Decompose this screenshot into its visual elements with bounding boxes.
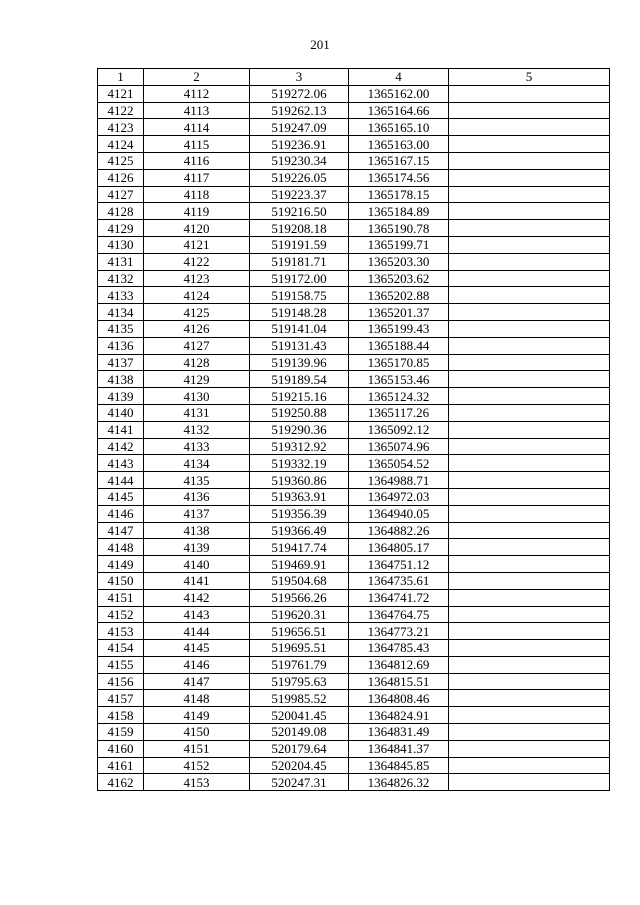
x-coordinate-cell: 519247.09 [250, 119, 349, 136]
x-coordinate-cell: 519139.96 [250, 354, 349, 371]
y-coordinate-cell: 1364988.71 [349, 472, 449, 489]
y-coordinate-cell: 1364882.26 [349, 522, 449, 539]
table-row [98, 656, 610, 673]
table-row [98, 270, 610, 287]
table-row [98, 774, 610, 791]
note-cell [449, 337, 610, 354]
source-number-cell: 4129 [144, 371, 250, 388]
point-number-cell: 4148 [98, 539, 144, 556]
table-row [98, 337, 610, 354]
point-number-cell: 4158 [98, 707, 144, 724]
source-number-cell: 4142 [144, 589, 250, 606]
x-coordinate-cell: 519366.49 [250, 522, 349, 539]
note-cell [449, 404, 610, 421]
point-number-cell: 4129 [98, 220, 144, 237]
y-coordinate-cell: 1364773.21 [349, 623, 449, 640]
note-cell [449, 438, 610, 455]
page-number: 201 [310, 37, 330, 52]
source-number-cell: 4137 [144, 505, 250, 522]
point-number-cell: 4122 [98, 102, 144, 119]
source-number-cell: 4146 [144, 656, 250, 673]
note-cell [449, 152, 610, 169]
note-cell [449, 522, 610, 539]
y-coordinate-cell: 1365167.15 [349, 152, 449, 169]
table-row [98, 690, 610, 707]
note-cell [449, 253, 610, 270]
x-coordinate-cell: 519656.51 [250, 623, 349, 640]
table-row [98, 186, 610, 203]
note-cell [449, 270, 610, 287]
x-coordinate-cell: 519226.05 [250, 169, 349, 186]
table-row [98, 572, 610, 589]
table-row [98, 623, 610, 640]
y-coordinate-cell: 1365170.85 [349, 354, 449, 371]
table-row [98, 438, 610, 455]
y-coordinate-cell: 1365092.12 [349, 421, 449, 438]
header-cell-5: 5 [449, 69, 610, 86]
source-number-cell: 4145 [144, 640, 250, 657]
source-number-cell: 4130 [144, 388, 250, 405]
source-number-cell: 4141 [144, 572, 250, 589]
x-coordinate-cell: 519332.19 [250, 455, 349, 472]
coordinates-table [97, 68, 610, 791]
x-coordinate-cell: 519695.51 [250, 640, 349, 657]
note-cell [449, 304, 610, 321]
source-number-cell: 4148 [144, 690, 250, 707]
point-number-cell: 4140 [98, 404, 144, 421]
x-coordinate-cell: 519761.79 [250, 656, 349, 673]
y-coordinate-cell: 1365203.30 [349, 253, 449, 270]
x-coordinate-cell: 520179.64 [250, 740, 349, 757]
y-coordinate-cell: 1365199.43 [349, 320, 449, 337]
table-row [98, 589, 610, 606]
x-coordinate-cell: 520149.08 [250, 724, 349, 741]
x-coordinate-cell: 520204.45 [250, 757, 349, 774]
point-number-cell: 4144 [98, 472, 144, 489]
y-coordinate-cell: 1364815.51 [349, 673, 449, 690]
source-number-cell: 4139 [144, 539, 250, 556]
note-cell [449, 119, 610, 136]
point-number-cell: 4121 [98, 85, 144, 102]
x-coordinate-cell: 519312.92 [250, 438, 349, 455]
table-row [98, 640, 610, 657]
x-coordinate-cell: 519417.74 [250, 539, 349, 556]
y-coordinate-cell: 1364972.03 [349, 488, 449, 505]
y-coordinate-cell: 1364812.69 [349, 656, 449, 673]
y-coordinate-cell: 1364824.91 [349, 707, 449, 724]
point-number-cell: 4156 [98, 673, 144, 690]
x-coordinate-cell: 519223.37 [250, 186, 349, 203]
table-row [98, 673, 610, 690]
point-number-cell: 4142 [98, 438, 144, 455]
note-cell [449, 640, 610, 657]
table-row [98, 505, 610, 522]
note-cell [449, 623, 610, 640]
x-coordinate-cell: 519236.91 [250, 136, 349, 153]
y-coordinate-cell: 1365178.15 [349, 186, 449, 203]
source-number-cell: 4131 [144, 404, 250, 421]
point-number-cell: 4133 [98, 287, 144, 304]
y-coordinate-cell: 1365054.52 [349, 455, 449, 472]
point-number-cell: 4143 [98, 455, 144, 472]
x-coordinate-cell: 519172.00 [250, 270, 349, 287]
source-number-cell: 4115 [144, 136, 250, 153]
table-row [98, 556, 610, 573]
note-cell [449, 169, 610, 186]
y-coordinate-cell: 1365188.44 [349, 337, 449, 354]
source-number-cell: 4144 [144, 623, 250, 640]
note-cell [449, 572, 610, 589]
note-cell [449, 539, 610, 556]
y-coordinate-cell: 1365199.71 [349, 236, 449, 253]
y-coordinate-cell: 1365165.10 [349, 119, 449, 136]
table-row [98, 304, 610, 321]
y-coordinate-cell: 1365153.46 [349, 371, 449, 388]
source-number-cell: 4125 [144, 304, 250, 321]
point-number-cell: 4145 [98, 488, 144, 505]
y-coordinate-cell: 1364785.43 [349, 640, 449, 657]
source-number-cell: 4113 [144, 102, 250, 119]
x-coordinate-cell: 519250.88 [250, 404, 349, 421]
x-coordinate-cell: 519504.68 [250, 572, 349, 589]
note-cell [449, 236, 610, 253]
table-row [98, 220, 610, 237]
y-coordinate-cell: 1365203.62 [349, 270, 449, 287]
y-coordinate-cell: 1365124.32 [349, 388, 449, 405]
source-number-cell: 4152 [144, 757, 250, 774]
header-cell-4: 4 [349, 69, 449, 86]
source-number-cell: 4121 [144, 236, 250, 253]
table-row [98, 287, 610, 304]
source-number-cell: 4151 [144, 740, 250, 757]
point-number-cell: 4149 [98, 556, 144, 573]
source-number-cell: 4153 [144, 774, 250, 791]
x-coordinate-cell: 519360.86 [250, 472, 349, 489]
point-number-cell: 4151 [98, 589, 144, 606]
table-row [98, 320, 610, 337]
x-coordinate-cell: 519208.18 [250, 220, 349, 237]
x-coordinate-cell: 519795.63 [250, 673, 349, 690]
x-coordinate-cell: 519262.13 [250, 102, 349, 119]
note-cell [449, 656, 610, 673]
point-number-cell: 4138 [98, 371, 144, 388]
note-cell [449, 606, 610, 623]
x-coordinate-cell: 519356.39 [250, 505, 349, 522]
table-row [98, 421, 610, 438]
point-number-cell: 4123 [98, 119, 144, 136]
header-cell-3: 3 [250, 69, 349, 86]
point-number-cell: 4155 [98, 656, 144, 673]
source-number-cell: 4149 [144, 707, 250, 724]
y-coordinate-cell: 1364826.32 [349, 774, 449, 791]
point-number-cell: 4161 [98, 757, 144, 774]
source-number-cell: 4122 [144, 253, 250, 270]
source-number-cell: 4147 [144, 673, 250, 690]
note-cell [449, 388, 610, 405]
y-coordinate-cell: 1364764.75 [349, 606, 449, 623]
note-cell [449, 287, 610, 304]
x-coordinate-cell: 519181.71 [250, 253, 349, 270]
point-number-cell: 4131 [98, 253, 144, 270]
point-number-cell: 4136 [98, 337, 144, 354]
table-row [98, 136, 610, 153]
source-number-cell: 4116 [144, 152, 250, 169]
table-row [98, 539, 610, 556]
y-coordinate-cell: 1364841.37 [349, 740, 449, 757]
point-number-cell: 4139 [98, 388, 144, 405]
point-number-cell: 4124 [98, 136, 144, 153]
table-row [98, 102, 610, 119]
point-number-cell: 4135 [98, 320, 144, 337]
source-number-cell: 4112 [144, 85, 250, 102]
x-coordinate-cell: 519985.52 [250, 690, 349, 707]
x-coordinate-cell: 519290.36 [250, 421, 349, 438]
y-coordinate-cell: 1365164.66 [349, 102, 449, 119]
note-cell [449, 85, 610, 102]
table-row [98, 455, 610, 472]
x-coordinate-cell: 519230.34 [250, 152, 349, 169]
source-number-cell: 4120 [144, 220, 250, 237]
x-coordinate-cell: 519272.06 [250, 85, 349, 102]
source-number-cell: 4127 [144, 337, 250, 354]
y-coordinate-cell: 1365184.89 [349, 203, 449, 220]
note-cell [449, 690, 610, 707]
point-number-cell: 4147 [98, 522, 144, 539]
table-row [98, 522, 610, 539]
source-number-cell: 4138 [144, 522, 250, 539]
table-row [98, 119, 610, 136]
note-cell [449, 371, 610, 388]
x-coordinate-cell: 519216.50 [250, 203, 349, 220]
x-coordinate-cell: 519363.91 [250, 488, 349, 505]
source-number-cell: 4119 [144, 203, 250, 220]
point-number-cell: 4141 [98, 421, 144, 438]
table-row [98, 371, 610, 388]
table-header-row [98, 69, 610, 86]
y-coordinate-cell: 1364808.46 [349, 690, 449, 707]
x-coordinate-cell: 519566.26 [250, 589, 349, 606]
source-number-cell: 4136 [144, 488, 250, 505]
point-number-cell: 4127 [98, 186, 144, 203]
y-coordinate-cell: 1365201.37 [349, 304, 449, 321]
point-number-cell: 4152 [98, 606, 144, 623]
source-number-cell: 4150 [144, 724, 250, 741]
point-number-cell: 4130 [98, 236, 144, 253]
source-number-cell: 4134 [144, 455, 250, 472]
x-coordinate-cell: 520247.31 [250, 774, 349, 791]
y-coordinate-cell: 1365117.26 [349, 404, 449, 421]
note-cell [449, 589, 610, 606]
point-number-cell: 4154 [98, 640, 144, 657]
note-cell [449, 354, 610, 371]
note-cell [449, 673, 610, 690]
source-number-cell: 4135 [144, 472, 250, 489]
source-number-cell: 4133 [144, 438, 250, 455]
point-number-cell: 4125 [98, 152, 144, 169]
source-number-cell: 4126 [144, 320, 250, 337]
table-row [98, 85, 610, 102]
source-number-cell: 4140 [144, 556, 250, 573]
point-number-cell: 4159 [98, 724, 144, 741]
point-number-cell: 4146 [98, 505, 144, 522]
y-coordinate-cell: 1365074.96 [349, 438, 449, 455]
table-row [98, 724, 610, 741]
x-coordinate-cell: 519141.04 [250, 320, 349, 337]
table-row [98, 472, 610, 489]
source-number-cell: 4123 [144, 270, 250, 287]
y-coordinate-cell: 1364831.49 [349, 724, 449, 741]
table-body [98, 69, 610, 791]
table-row [98, 740, 610, 757]
table-row [98, 606, 610, 623]
note-cell [449, 774, 610, 791]
y-coordinate-cell: 1365162.00 [349, 85, 449, 102]
y-coordinate-cell: 1365190.78 [349, 220, 449, 237]
source-number-cell: 4143 [144, 606, 250, 623]
note-cell [449, 102, 610, 119]
note-cell [449, 757, 610, 774]
y-coordinate-cell: 1364741.72 [349, 589, 449, 606]
note-cell [449, 136, 610, 153]
note-cell [449, 740, 610, 757]
header-cell-1: 1 [98, 69, 144, 86]
table-row [98, 203, 610, 220]
point-number-cell: 4157 [98, 690, 144, 707]
x-coordinate-cell: 519158.75 [250, 287, 349, 304]
note-cell [449, 488, 610, 505]
x-coordinate-cell: 519191.59 [250, 236, 349, 253]
table-row [98, 388, 610, 405]
point-number-cell: 4150 [98, 572, 144, 589]
y-coordinate-cell: 1365202.88 [349, 287, 449, 304]
header-cell-2: 2 [144, 69, 250, 86]
point-number-cell: 4153 [98, 623, 144, 640]
point-number-cell: 4137 [98, 354, 144, 371]
source-number-cell: 4128 [144, 354, 250, 371]
x-coordinate-cell: 519620.31 [250, 606, 349, 623]
table-row [98, 354, 610, 371]
note-cell [449, 455, 610, 472]
point-number-cell: 4160 [98, 740, 144, 757]
source-number-cell: 4114 [144, 119, 250, 136]
y-coordinate-cell: 1365163.00 [349, 136, 449, 153]
note-cell [449, 320, 610, 337]
y-coordinate-cell: 1364805.17 [349, 539, 449, 556]
note-cell [449, 203, 610, 220]
x-coordinate-cell: 519215.16 [250, 388, 349, 405]
x-coordinate-cell: 520041.45 [250, 707, 349, 724]
note-cell [449, 505, 610, 522]
note-cell [449, 220, 610, 237]
table-row [98, 236, 610, 253]
table-row [98, 757, 610, 774]
y-coordinate-cell: 1364751.12 [349, 556, 449, 573]
note-cell [449, 556, 610, 573]
x-coordinate-cell: 519189.54 [250, 371, 349, 388]
table-row [98, 404, 610, 421]
table-row [98, 253, 610, 270]
point-number-cell: 4128 [98, 203, 144, 220]
table-row [98, 169, 610, 186]
point-number-cell: 4132 [98, 270, 144, 287]
point-number-cell: 4134 [98, 304, 144, 321]
point-number-cell: 4126 [98, 169, 144, 186]
source-number-cell: 4118 [144, 186, 250, 203]
source-number-cell: 4117 [144, 169, 250, 186]
x-coordinate-cell: 519469.91 [250, 556, 349, 573]
y-coordinate-cell: 1364940.05 [349, 505, 449, 522]
y-coordinate-cell: 1364735.61 [349, 572, 449, 589]
note-cell [449, 707, 610, 724]
x-coordinate-cell: 519131.43 [250, 337, 349, 354]
source-number-cell: 4124 [144, 287, 250, 304]
note-cell [449, 421, 610, 438]
note-cell [449, 186, 610, 203]
note-cell [449, 724, 610, 741]
y-coordinate-cell: 1365174.56 [349, 169, 449, 186]
source-number-cell: 4132 [144, 421, 250, 438]
y-coordinate-cell: 1364845.85 [349, 757, 449, 774]
x-coordinate-cell: 519148.28 [250, 304, 349, 321]
table-row [98, 707, 610, 724]
point-number-cell: 4162 [98, 774, 144, 791]
note-cell [449, 472, 610, 489]
table-row [98, 488, 610, 505]
table-row [98, 152, 610, 169]
